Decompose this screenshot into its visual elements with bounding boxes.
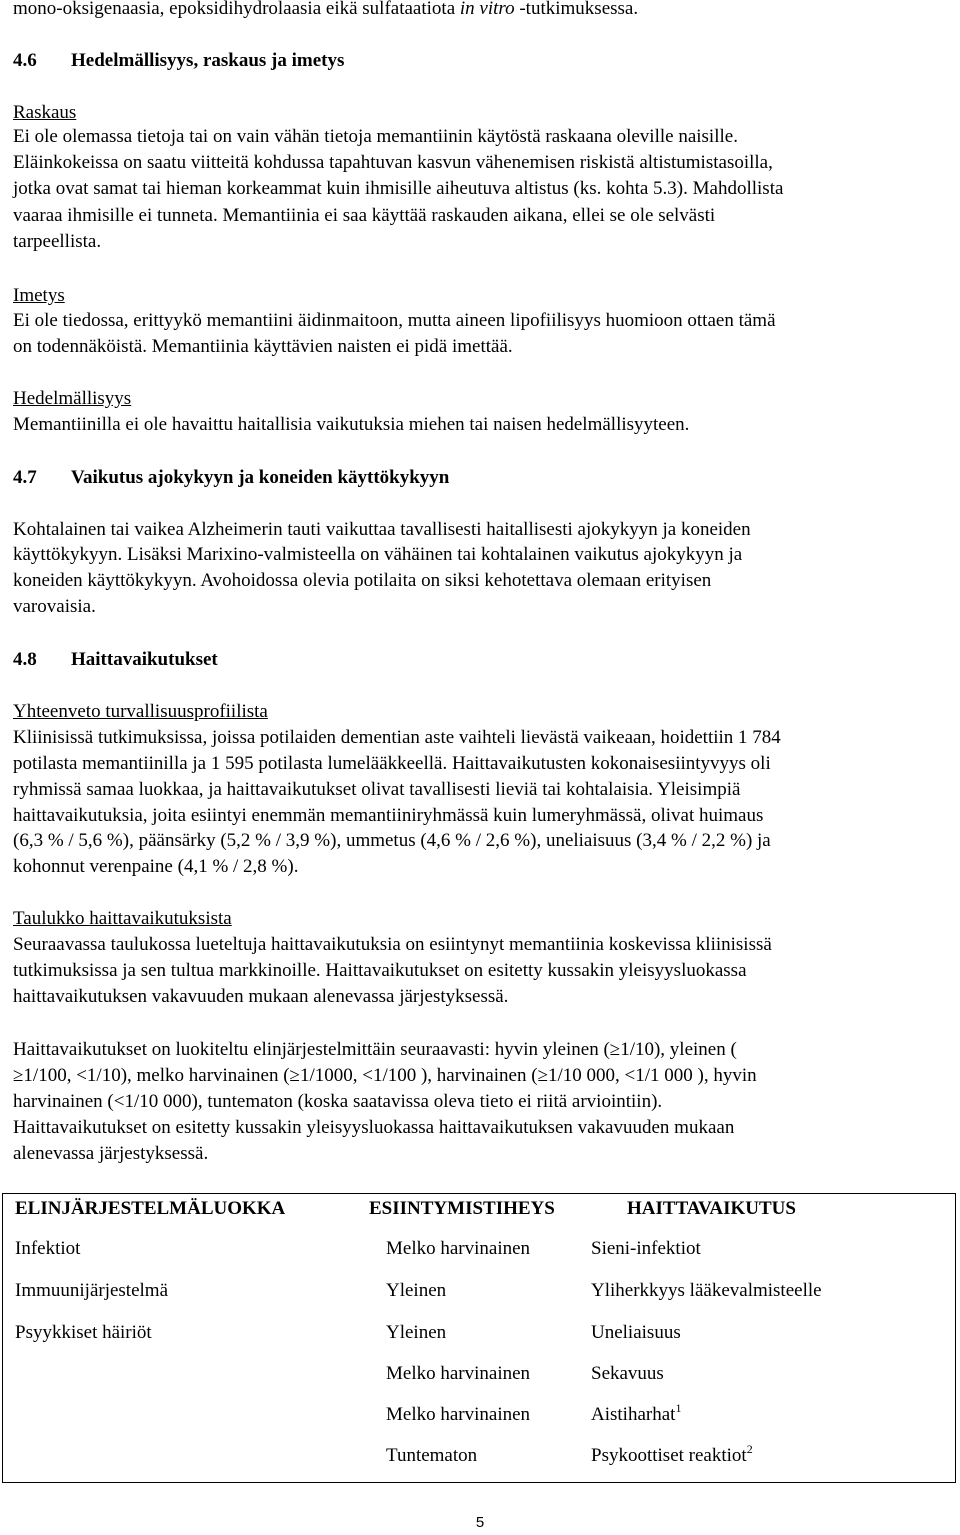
paragraph-line: käyttökykyyn. Lisäksi Marixino-valmisteella on vähäinen tai kohtalainen vaikutus ajokykyyn ja bbox=[13, 544, 743, 565]
table-header-frequency: ESIINTYMISTIHEYS bbox=[369, 1198, 555, 1219]
table-cell-frequency: Melko harvinainen bbox=[386, 1404, 531, 1425]
subheading-yhteenveto: Yhteenveto turvallisuusprofiilista bbox=[13, 701, 268, 722]
table-cell-frequency: Tuntematon bbox=[386, 1445, 478, 1466]
table-cell-frequency: Yleinen bbox=[386, 1322, 447, 1343]
paragraph-line: mono-oksigenaasia, epoksidihydrolaasia eikä sulfataatiota in vitro -tutkimuksessa. bbox=[13, 0, 639, 19]
footnote-marker: 1 bbox=[675, 1401, 682, 1415]
table-cell-organ: Immuunijärjestelmä bbox=[15, 1280, 169, 1301]
table-cell-effect: Sekavuus bbox=[591, 1363, 664, 1384]
table-cell-effect: Yliherkkyys lääkevalmisteelle bbox=[591, 1280, 822, 1301]
table-cell-frequency: Melko harvinainen bbox=[386, 1238, 531, 1259]
section-heading-4-7: 4.7 Vaikutus ajokykyyn ja koneiden käyttökykyyn bbox=[13, 467, 450, 488]
paragraph-line: Eläinkokeissa on saatu viitteitä kohdussa tapahtuvan kasvun vähenemisen riskistä altistumistasoilla, bbox=[13, 152, 773, 173]
paragraph-line: Ei ole olemassa tietoja tai on vain vähän tietoja memantiinin käytöstä raskaana oleville naisille. bbox=[13, 126, 738, 147]
paragraph-line: tarpeellista. bbox=[13, 231, 102, 252]
paragraph-line: haittavaikutuksia, joita esiintyi enemmän memantiiniryhmässä kuin lumeryhmässä, olivat huimaus bbox=[13, 805, 764, 826]
paragraph-line: koneiden käyttökykyyn. Avohoidossa olevia potilaita on siksi kehotettava olemaan erityisen bbox=[13, 570, 712, 591]
paragraph-line: kohonnut verenpaine (4,1 % / 2,8 %). bbox=[13, 856, 299, 877]
subheading-imetys: Imetys bbox=[13, 285, 65, 306]
paragraph-line: Haittavaikutukset on luokiteltu elinjärjestelmittäin seuraavasti: hyvin yleinen (≥1/10), yleinen ( bbox=[13, 1039, 737, 1060]
paragraph-line: harvinainen (<1/10 000), tuntematon (koska saatavissa oleva tieto ei riitä arviointiin). bbox=[13, 1091, 663, 1112]
paragraph-line: potilasta memantiinilla ja 1 595 potilasta lumelääkkeellä. Haittavaikutusten kokonaisesiintyvyys oli bbox=[13, 753, 771, 774]
paragraph-line: on todennäköistä. Memantiinia käyttävien naisten ei pidä imettää. bbox=[13, 336, 513, 357]
paragraph-line: ryhmissä samaa luokkaa, ja haittavaikutukset olivat tavallisesti lieviä tai kohtalaisia. Yleisimpiä bbox=[13, 779, 741, 800]
table-cell-effect: Psykoottiset reaktiot$^2$ bbox=[591, 1442, 753, 1466]
paragraph-line: alenevassa järjestyksessä. bbox=[13, 1143, 209, 1164]
paragraph-line: Memantiinilla ei ole havaittu haitallisia vaikutuksia miehen tai naisen hedelmällisyyteen. bbox=[13, 414, 690, 435]
page-number: 5 bbox=[475, 1514, 485, 1531]
paragraph-line: Kliinisissä tutkimuksissa, joissa potilaiden dementian aste vaihteli lievästä vaikeaan, hoidettiin 1 784 bbox=[13, 727, 781, 748]
paragraph-line: vaaraa ihmisille ei tunneta. Memantiinia ei saa käyttää raskauden aikana, ellei se ole selvästi bbox=[13, 205, 716, 226]
subheading-hedelmallisyys: Hedelmällisyys bbox=[13, 388, 132, 409]
subheading-raskaus: Raskaus bbox=[13, 102, 77, 123]
table-cell-effect: Aistiharhat$^1$ bbox=[591, 1401, 682, 1425]
adverse-effects-table bbox=[2, 1193, 956, 1483]
table-cell-organ: Psyykkiset häiriöt bbox=[15, 1322, 152, 1343]
section-heading-4-6: 4.6 Hedelmällisyys, raskaus ja imetys bbox=[13, 50, 345, 71]
table-cell-effect: Sieni-infektiot bbox=[591, 1238, 701, 1259]
paragraph-line: haittavaikutuksen vakavuuden mukaan alenevassa järjestyksessä. bbox=[13, 986, 509, 1007]
paragraph-line: Seuraavassa taulukossa lueteltuja haittavaikutuksia on esiintynyt memantiinia koskevissa kliinisissä bbox=[13, 934, 772, 955]
paragraph-line: varovaisia. bbox=[13, 596, 96, 617]
table-cell-effect: Uneliaisuus bbox=[591, 1322, 681, 1343]
section-heading-4-8: 4.8 Haittavaikutukset bbox=[13, 649, 218, 670]
footnote-marker: 2 bbox=[746, 1442, 753, 1456]
table-header-organ-class: ELINJÄRJESTELMÄLUOKKA bbox=[15, 1198, 286, 1219]
subheading-taulukko: Taulukko haittavaikutuksista bbox=[13, 908, 232, 929]
paragraph-line: Haittavaikutukset on esitetty kussakin yleisyysluokassa haittavaikutuksen vakavuuden mukaan bbox=[13, 1117, 735, 1138]
paragraph-line: jotka ovat samat tai hieman korkeammat kuin ihmisille aiheutuva altistus (ks. kohta 5.3). Mahdollista bbox=[13, 178, 784, 199]
table-cell-frequency: Melko harvinainen bbox=[386, 1363, 531, 1384]
table-cell-frequency: Yleinen bbox=[386, 1280, 447, 1301]
paragraph-line: tutkimuksissa ja sen tultua markkinoille. Haittavaikutukset on esitetty kussakin yleisyysluokassa bbox=[13, 960, 747, 981]
paragraph-line: (6,3 % / 5,6 %), päänsärky (5,2 % / 3,9 %), ummetus (4,6 % / 2,6 %), uneliaisuus (3,4 % / 2,2 %) ja bbox=[13, 830, 771, 851]
table-cell-organ: Infektiot bbox=[15, 1238, 81, 1259]
paragraph-line: Ei ole tiedossa, erittyykö memantiini äidinmaitoon, mutta aineen lipofiilisyys huomioon ottaen tämä bbox=[13, 310, 776, 331]
paragraph-line: Kohtalainen tai vaikea Alzheimerin tauti vaikuttaa tavallisesti haitallisesti ajokykyyn ja koneiden bbox=[13, 519, 751, 540]
table-header-effect: HAITTAVAIKUTUS bbox=[627, 1198, 796, 1219]
paragraph-line: ≥1/100, <1/10), melko harvinainen (≥1/1000, <1/100 ), harvinainen (≥1/10 000, <1/1 000 ), hyvin bbox=[13, 1065, 757, 1086]
